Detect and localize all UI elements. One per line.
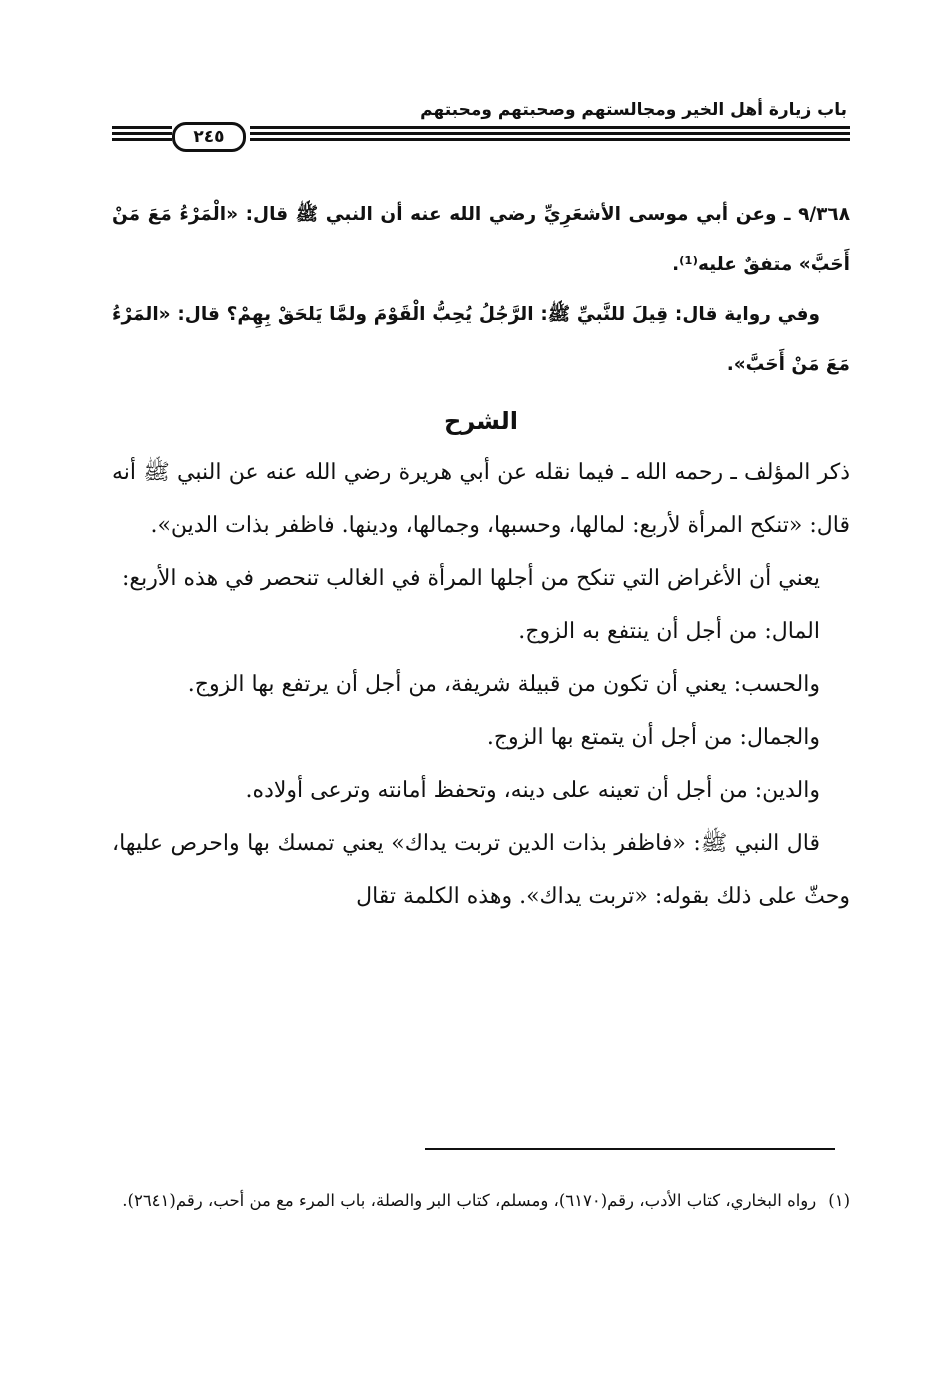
header-rule-left-top — [112, 126, 172, 129]
hadith-riwaya: وفي رواية قال: قِيلَ للنَّبيِّ ﷺ: الرَّجُلُ يُحِبُّ الْقَوْمَ ولمَّا يَلحَقْ بِهِمْ؟ قال: «المَرْءُ مَعَ مَنْ أَحَبَّ». — [112, 304, 850, 375]
running-header-title: باب زيارة أهل الخير ومجالستهم وصحبتهم ومحبتهم — [420, 100, 847, 120]
header-rule-line-middle — [250, 132, 850, 135]
header-rule-line-top — [250, 126, 850, 129]
footnote-text: رواه البخاري، كتاب الأدب، رقم(٦١٧٠)، ومسلم، كتاب البر والصلة، باب المرء مع من أحب، رقم(٢٦٤١). — [122, 1191, 817, 1210]
sharh-heading: الشرح — [444, 407, 518, 435]
footnote-number: (١) — [828, 1191, 850, 1210]
footnote-separator — [425, 1148, 835, 1150]
header-rule — [112, 122, 850, 148]
sharh-paragraph: يعني أن الأغراض التي تنكح من أجلها المرأة في الغالب تنحصر في هذه الأربع: — [121, 566, 820, 591]
header-rule-left-bottom — [112, 138, 172, 141]
page-content — [112, 190, 850, 923]
sharh-paragraph: ذكر المؤلف ـ رحمه الله ـ فيما نقله عن أبي هريرة رضي الله عنه عن النبي ﷺ أنه قال: «تنكح المرأة لأربع: لمالها، وحسبها، وجمالها، ودينها. فاظفر بذات الدين». — [112, 460, 851, 538]
footnote — [112, 1185, 850, 1217]
sharh-paragraph: المال: من أجل أن ينتفع به الزوج. — [518, 619, 820, 644]
sharh-paragraph: قال النبي ﷺ: «فاظفر بذات الدين تربت يداك» يعني تمسك بها واحرص عليها، وحثّ على ذلك بقوله: «تربت يداك». وهذه الكلمة تقال — [112, 831, 850, 909]
sharh-paragraph: والحسب: يعني أن تكون من قبيلة شريفة، من أجل أن يرتفع بها الزوج. — [187, 672, 820, 697]
header-rule-left-middle — [112, 132, 172, 135]
hadith-text: ٩/٣٦٨ ـ وعن أبي موسى الأشعَرِيِّ رضي الله عنه أن النبي ﷺ قال: «الْمَرْءُ مَعَ مَنْ أَحَبَّ» متفقٌ عليه⁽¹⁾. — [112, 204, 850, 275]
page-number: ٢٤٥ — [172, 122, 246, 152]
sharh-paragraph: والدين: من أجل أن تعينه على دينه، وتحفظ أمانته وترعى أولاده. — [245, 778, 820, 803]
sharh-paragraph: والجمال: من أجل أن يتمتع بها الزوج. — [486, 725, 820, 750]
header-rule-line-bottom — [250, 138, 850, 141]
